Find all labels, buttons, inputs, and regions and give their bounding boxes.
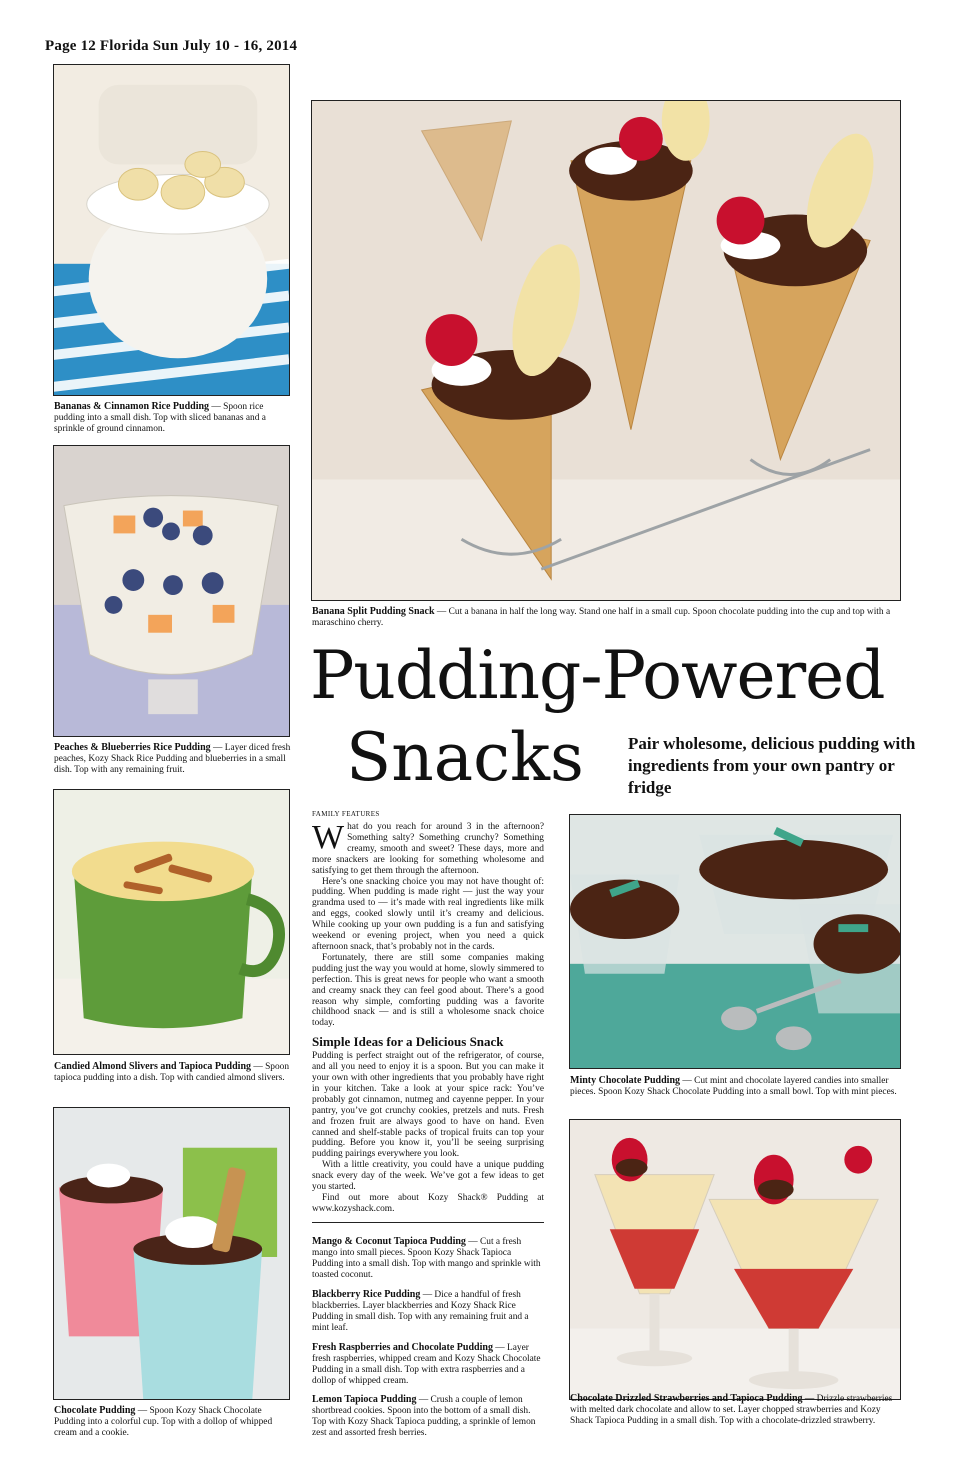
minty-caption: Minty Chocolate Pudding — Cut mint and chocolate layered candies into smaller pieces. Spoon Kozy Shack Chocolate Pudding into a small bowl. Top with mint pieces. <box>570 1075 897 1098</box>
divider <box>312 1222 544 1223</box>
article-subhead: Simple Ideas for a Delicious Snack <box>312 1034 504 1050</box>
article-body: What do you reach for around 3 in the afternoon? Something salty? Something crunchy? Something creamy, smooth and sweet? These days, more and more snackers are looking for something wholesome and satisfying to get them through the afternoon. Here’s one snacking choice you may not have thought of: pudding. When pudding is made right — just the way your grandma used to — it’s made with real ingredients like milk and eggs, cooked slowly until it’s creamy and delicious. While cooking up your own pudding is a fun and satisfying weekend or evening project, when you need a quick afternoon snack, that’s probably not in the cards. Fortunately, there are still some companies making pudding just the way you would at home, slowly simmered to perfection. This is great news for people who want a smooth and creamy snack they can feel good about. There’s a good reason why simple, comforting pudding was a favorite childhood snack — and is still a wholesome snack choice today. Simple Ideas for a Delicious Snack Pudding is perfect straight out of the refrigerator, of course, and all you need to enjoy it is a spoon. But you can make it your own with other ingredients that you probably have right in your kitchen. Take a look at your spice rack: You’ve probably got cinnamon, nutmeg and cayenne pepper. In your pantry, you’ve got crunchy cookies, pretzels and nuts. Fresh and frozen fruit are always good to have on hand. Even canned and shelf-stable packs of tropical fruits can top your pudding. Before you know it, you’ll be seeing surprising pudding pairings everywhere you look. With a little creativity, you could have a unique pudding snack every day of the week. We’ve got a few ideas to get you started. Find out more about Kozy Shack® Pudding at www.kozyshack.com. <box>312 819 544 1214</box>
drop-cap: W <box>312 819 345 856</box>
candied-almond-tapioca-photo <box>53 789 290 1055</box>
bananas-rice-pudding-photo <box>53 64 290 396</box>
strawberries-caption: Chocolate Drizzled Strawberries and Tapioca Pudding — Drizzle strawberries with melted dark chocolate and allow to set. Layer chopped strawberries and Kozy Shack Tapioca Pudding in a small dish. Top with a chocolate-drizzled strawberry. <box>570 1393 893 1427</box>
page-folio: Page 12 Florida Sun July 10 - 16, 2014 <box>45 38 298 54</box>
article-kicker: FAMILY FEATURES <box>312 810 380 818</box>
chocolate-strawberries-tapioca-photo <box>569 1119 901 1400</box>
chocolate-caption: Chocolate Pudding — Spoon Kozy Shack Chocolate Pudding into a colorful cup. Top with a dollop of whipped cream and a cookie. <box>54 1405 273 1439</box>
headline-line2: Snacks <box>346 719 584 796</box>
recipe-raspberry-chocolate: Fresh Raspberries and Chocolate Pudding — Layer fresh raspberries, whipped cream and Kozy Shack Chocolate Pudding in a small dish. Top with extra raspberries and a dollop of whipped cream. <box>312 1342 541 1386</box>
minty-chocolate-pudding-photo <box>569 814 901 1069</box>
chocolate-pudding-cups-photo <box>53 1107 290 1400</box>
peaches-blueberries-photo <box>53 445 290 737</box>
recipe-blackberry: Blackberry Rice Pudding — Dice a handful of fresh blackberries. Layer blackberries and Kozy Shack Rice Pudding in small dish. Top with any remaining fruit and a mint leaf. <box>312 1289 529 1333</box>
subheadline: Pair wholesome, delicious pudding with ingredients from your own pantry or fridge <box>628 734 916 797</box>
banana-split-caption: Banana Split Pudding Snack — Cut a banana in half the long way. Stand one half in a small cup. Spoon chocolate pudding into the cup and top with a maraschino cherry. <box>312 606 891 629</box>
headline-line1: Pudding-Powered <box>310 637 885 714</box>
recipe-lemon-tapioca: Lemon Tapioca Pudding — Crush a couple of lemon shortbread cookies. Spoon into the bottom of a small dish. Top with Kozy Shack Tapioca pudding, a sprinkle of lemon zest and assorted fresh berries. <box>312 1394 536 1438</box>
almond-caption: Candied Almond Slivers and Tapioca Pudding — Spoon tapioca pudding into a dish. Top with candied almond slivers. <box>54 1061 290 1084</box>
bananas-caption: Bananas & Cinnamon Rice Pudding — Spoon rice pudding into a small dish. Top with sliced bananas and a sprinkle of ground cinnamon. <box>54 401 266 435</box>
banana-split-cones-photo <box>311 100 901 601</box>
recipe-mango: Mango & Coconut Tapioca Pudding — Cut a fresh mango into small pieces. Spoon Kozy Shack Tapioca Pudding into a small dish. Top with mango and sprinkle with toasted coconut. <box>312 1236 541 1280</box>
peaches-caption: Peaches & Blueberries Rice Pudding — Layer diced fresh peaches, Kozy Shack Rice Pudding and blueberries in a small dish. Top with any remaining fruit. <box>54 742 291 776</box>
